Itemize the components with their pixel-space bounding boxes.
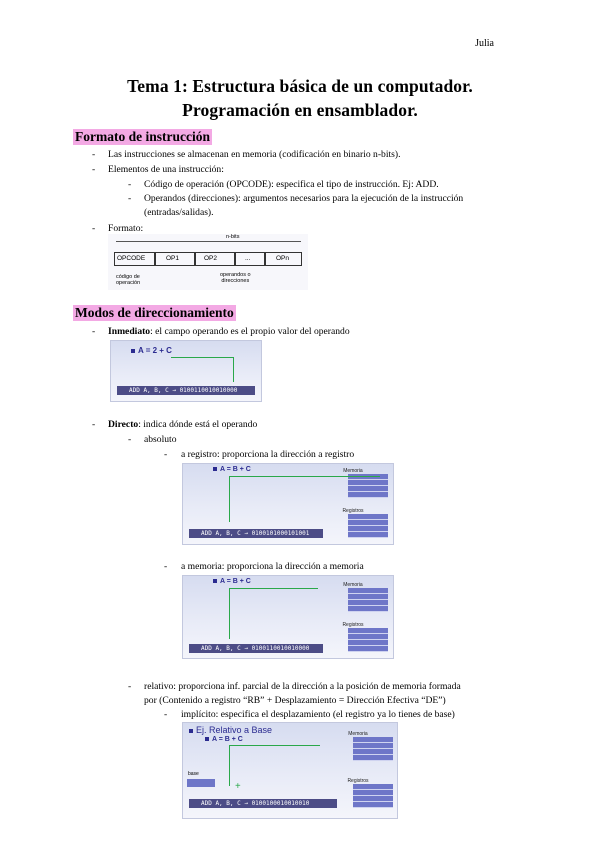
list-item: absoluto [144,434,177,445]
desc-inmediato: : el campo operando es el propio valor del operando [150,326,350,337]
bullet-dash: - [164,561,168,572]
figure-equation: A = B + C [213,578,251,585]
list-item: implícito: especifica el desplazamiento (el registro ya lo tienes de base) [181,709,455,720]
figure-direct-memory [182,575,394,659]
memory-table [318,582,388,612]
arrow-path [229,745,320,786]
base-label: base [188,771,199,777]
format-cell-label: OP1 [166,255,180,262]
figure-equation: A = 2 + C [131,346,172,355]
list-item: Código de operación (OPCODE): especifica el tipo de instrucción. Ej: ADD. [144,179,439,190]
figure-instruction-bar: ADD A, B, C → 0100101000101001 [189,529,323,538]
operands-caption-line: direcciones [221,278,250,284]
operands-caption [220,272,251,284]
format-cell-label: OP2 [204,255,218,262]
bullet-dash: - [92,149,96,160]
nbits-label: n-bits [226,234,240,240]
bullet-dash: - [128,193,132,204]
arrow-path [229,588,318,639]
figure-inmediato [110,340,262,402]
list-item: relativo: proporciona inf. parcial de la dirección a la posición de memoria formada [144,681,461,692]
figure-equation: A = B + C [205,736,243,743]
format-cell-label: OPCODE [117,255,146,262]
format-cell-label: OPn [276,255,290,262]
bullet-dash: - [164,709,168,720]
arrow-path [229,476,380,522]
operands-caption-line: operandos o [220,272,251,278]
memory-title: Memoria [343,582,363,588]
registers-table [318,622,388,652]
section-heading-modos: Modos de direccionamiento [75,305,234,320]
bullet-dash: - [128,434,132,445]
bullet-dash: - [92,223,96,234]
term-directo: Directo [108,419,139,430]
figure-instruction-bar: ADD A, B, C → 0100110010010000 [117,386,255,395]
registers-title: Registros [342,622,364,628]
figure-instruction-bar: ADD A, B, C → 0100100010010010 [189,799,337,808]
memory-title: Memoria [348,731,368,737]
figure-instruction-bar: ADD A, B, C → 0100110010010000 [189,644,323,653]
opcode-caption [116,274,140,286]
list-item-directo [108,418,257,431]
base-register-box [187,779,215,787]
section-heading-formato: Formato de instrucción [75,129,210,144]
list-item: a registro: proporciona la dirección a registro [181,449,355,460]
author-name: Julia [475,38,494,49]
registers-title: Registros [342,508,364,514]
bullet-dash: - [92,419,96,430]
list-item-continuation: por (Contenido a registro “RB” + Desplazamiento = Dirección Efectiva “DE”) [144,695,446,706]
list-item: Operandos (direcciones): argumentos necesarios para la ejecución de la instrucción [144,193,464,204]
opcode-caption-line: código de [116,274,140,280]
figure-direct-register [182,463,394,545]
bullet-dash: - [128,681,132,692]
bullet-dash: - [92,164,96,175]
list-item: Las instrucciones se almacenan en memoria (codificación en binario n-bits). [108,149,401,160]
figure-title: Ej. Relativo a Base [189,725,272,735]
figure-base-relative [182,722,398,819]
list-item-continuation: (entradas/salidas). [144,207,214,218]
opcode-caption-line: operación [116,280,141,286]
registers-title: Registros [347,778,369,784]
bullet-dash: - [164,449,168,460]
title-line-1: Tema 1: Estructura básica de un computador. [127,76,473,96]
term-inmediato: Inmediato [108,326,151,337]
memory-table [323,731,393,761]
instruction-format-figure [108,234,308,290]
list-item: Elementos de una instrucción: [108,164,224,175]
list-item: a memoria: proporciona la dirección a memoria [181,561,364,572]
figure-equation: A = B + C [213,466,251,473]
desc-directo: : indica dónde está el operando [138,419,258,430]
title-line-2: Programación en ensamblador. [182,100,418,120]
bullet-dash: - [92,326,96,337]
plus-icon: + [235,781,241,792]
arrow-path [171,357,234,382]
list-item: Formato: [108,223,144,234]
list-item-inmediato [108,325,350,338]
format-cell-label: ... [245,255,251,262]
bullet-dash: - [128,179,132,190]
memory-title: Memoria [343,468,363,474]
